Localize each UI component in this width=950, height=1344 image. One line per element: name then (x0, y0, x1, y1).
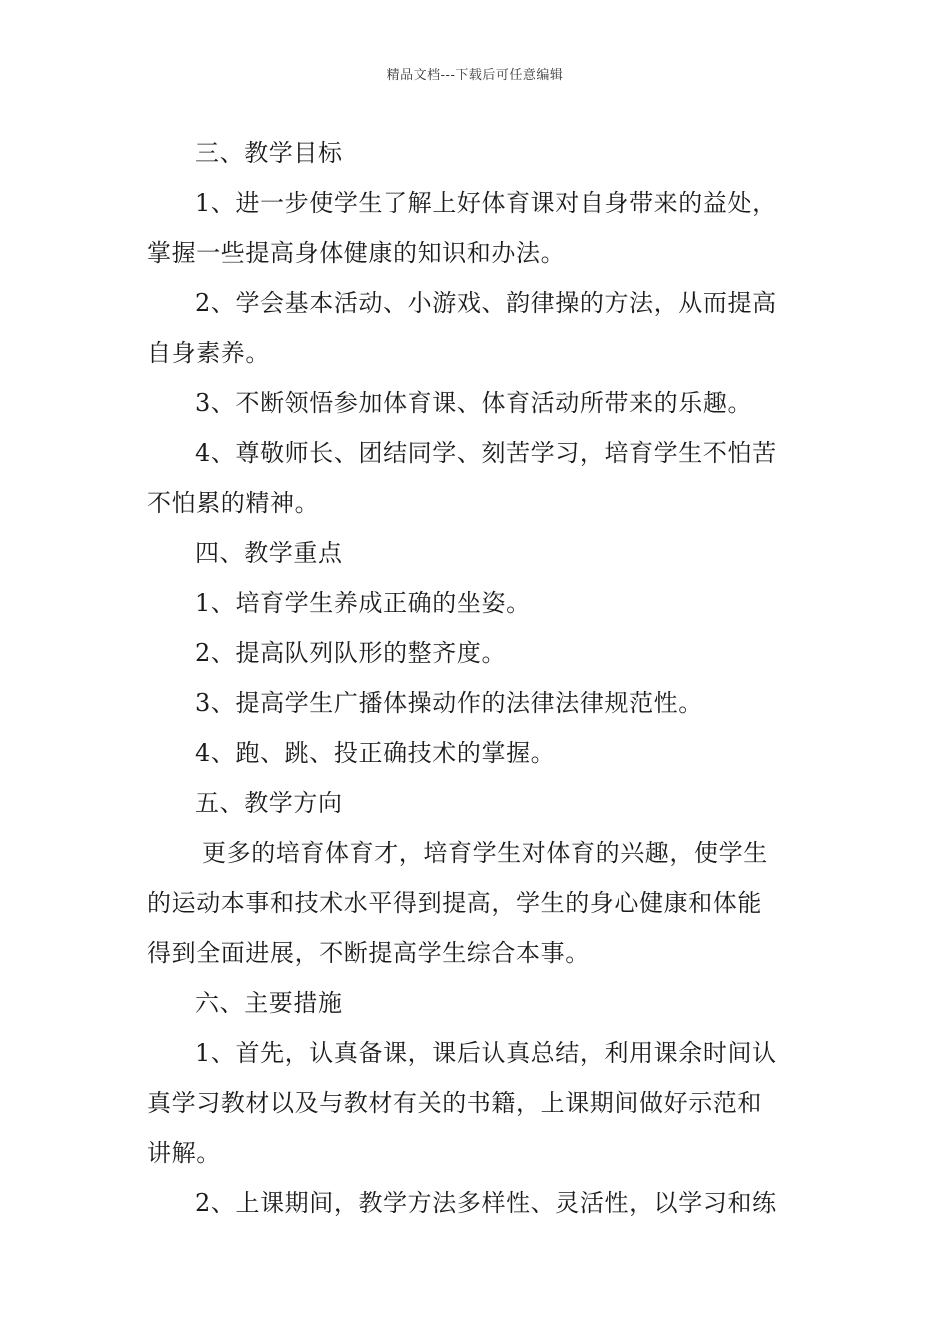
section-heading-key-points: 四、教学重点 (195, 539, 343, 567)
paragraph-line: 得到全面进展，不断提高学生综合本事。 (147, 939, 590, 967)
paragraph-line: 1、进一步使学生了解上好体育课对自身带来的益处， (195, 189, 777, 217)
paragraph-line: 2、提高队列队形的整齐度。 (195, 639, 507, 667)
paragraph-line: 4、跑、跳、投正确技术的掌握。 (195, 739, 556, 767)
paragraph-line: 自身素养。 (147, 339, 270, 367)
section-heading-objectives: 三、教学目标 (195, 139, 343, 167)
paragraph-line: 的运动本事和技术水平得到提高，学生的身心健康和体能 (147, 889, 762, 917)
paragraph-line: 1、首先，认真备课，课后认真总结，利用课余时间认 (195, 1039, 777, 1067)
paragraph-line: 2、学会基本活动、小游戏、韵律操的方法，从而提高 (195, 289, 777, 317)
paragraph-line: 更多的培育体育才，培育学生对体育的兴趣，使学生 (202, 839, 768, 867)
paragraph-line: 3、提高学生广播体操动作的法律法律规范性。 (195, 689, 703, 717)
paragraph-line: 不怕累的精神。 (147, 489, 320, 517)
paragraph-line: 4、尊敬师长、团结同学、刻苦学习，培育学生不怕苦 (195, 439, 777, 467)
paragraph-line: 1、培育学生养成正确的坐姿。 (195, 589, 531, 617)
page-header: 精品文档---下载后可任意编辑 (386, 68, 564, 83)
section-heading-measures: 六、主要措施 (195, 989, 343, 1017)
document-body (147, 128, 812, 1228)
paragraph-line: 掌握一些提高身体健康的知识和办法。 (147, 239, 566, 267)
section-heading-direction: 五、教学方向 (195, 789, 343, 817)
paragraph-line: 3、不断领悟参加体育课、体育活动所带来的乐趣。 (195, 389, 753, 417)
paragraph-line: 2、上课期间，教学方法多样性、灵活性，以学习和练 (195, 1189, 777, 1217)
paragraph-line: 讲解。 (147, 1139, 221, 1167)
paragraph-line: 真学习教材以及与教材有关的书籍，上课期间做好示范和 (147, 1089, 762, 1117)
